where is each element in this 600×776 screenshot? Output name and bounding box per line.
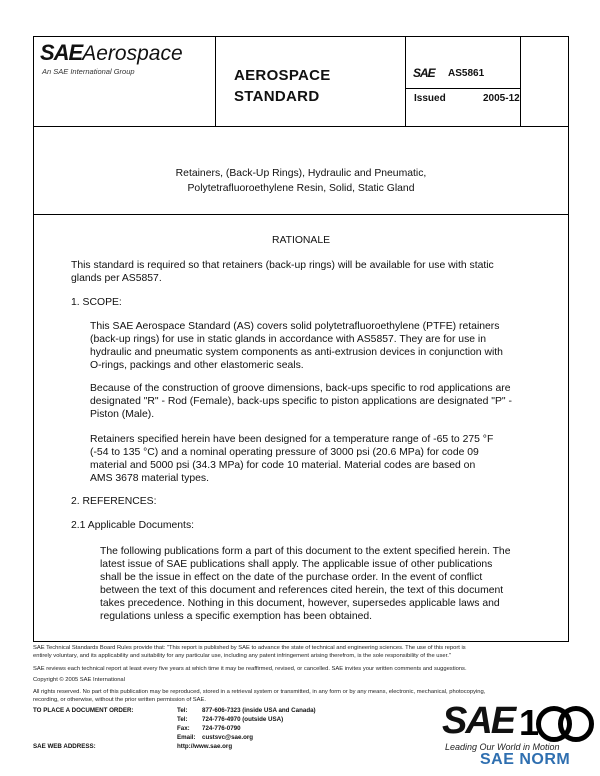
contact-email[interactable]: custsvc@sae.org [202,734,254,741]
scope-para3-line: Retainers specified herein have been designed for a temperature range of -65 to 275 °F [90,434,494,445]
sae-100-logo-one: 1 [519,702,537,743]
contact-value: 724-776-0790 [202,725,241,732]
header-col-divider-3 [520,36,521,126]
references-heading: 2. REFERENCES: [71,496,157,507]
doc-title-line1: Retainers, (Back-Up Rings), Hydraulic and Pneumatic, [175,168,427,179]
header-cell-divider [405,88,520,89]
web-label: SAE WEB ADDRESS: [33,743,96,750]
header-divider [33,126,569,127]
scope-para3-line: (-54 to 135 °C) and a nominal operating pressure of 3000 psi (20.6 MPa) for code 09 [90,447,479,458]
header-col-divider-2 [405,36,406,126]
footer-rules-line: SAE Technical Standards Board Rules provide that: "This report is published by SAE to advance the state of technical and engineering sciences. The use of this report is [33,645,466,651]
contact-value: 724-776-4970 (outside USA) [202,716,284,723]
logo-brand: SAE [40,40,83,65]
references-para-line: latest issue of SAE publications shall apply. The applicable issue of other publications [100,559,493,570]
scope-para2-line: designated "R" - Rod (Female), back-ups specific to piston applications are designated "P" - [90,396,512,407]
doc-title-line2: Polytetrafluoroethylene Resin, Solid, Static Gland [187,183,415,194]
doc-number: AS5861 [448,68,485,79]
contact-label: Tel: [177,707,188,714]
references-para-line: regulations unless a specific exemption has been obtained. [100,611,373,622]
sae-slogan: Leading Our World in Motion [445,742,560,752]
references-para-line: The following publications form a part of this document to the extent specified herein. The [100,546,511,557]
scope-para3-line: material and 5000 psi (34.3 MPa) for code 10 material. Material codes are based on [90,460,476,471]
sae-100-logo-sae: SAE [442,700,515,742]
footer-rights-line: recording, or otherwise, without the prior written permission of SAE. [33,697,207,703]
references-para-line: takes precedence. Nothing in this document, however, supersedes applicable laws and [100,598,500,609]
footer-rights-line: All rights reserved. No part of this publication may be reproduced, stored in a retrieval system or transmitted, in any form or by any means, electronic, mechanical, photocopying, [33,689,486,695]
web-address[interactable]: http://www.sae.org [177,743,233,750]
footer-rules-line: entirely voluntary, and its applicability and suitability for any particular use, including any patent infringement arising therefrom, is the sole responsibility of the user." [33,653,451,659]
sae-norm-watermark: SAE NORM [480,751,571,768]
rationale-line: This standard is required so that retainers (back-up rings) will be available for use with static [71,260,494,271]
scope-para1-line: This SAE Aerospace Standard (AS) covers solid polytetrafluoroethylene (PTFE) retainers [90,321,500,332]
scope-para1-line: hydraulic and pneumatic system components as anti-extrusion devices in conjunction with [90,347,503,358]
logo-tagline: An SAE International Group [42,67,135,76]
scope-para3-line: AMS 3678 material types. [90,473,209,484]
scope-heading: 1. SCOPE: [71,297,122,308]
contact-value: 877-606-7323 (inside USA and Canada) [202,707,316,714]
sae-mark: SAE [413,66,435,80]
standard-title-line2: STANDARD [234,88,320,105]
rationale-heading: RATIONALE [271,235,331,246]
contact-label: Fax: [177,725,190,732]
scope-para1-line: (back-up rings) for use in static glands in accordance with AS5857. They are for use in [90,334,487,345]
header-col-divider-1 [215,36,216,126]
references-para-line: between the text of this document and references cited herein, the text of this document [100,585,504,596]
issued-date: 2005-12 [483,93,520,104]
scope-para2-line: Because of the construction of groove dimensions, back-ups specific to rod applications are [90,383,511,394]
applicable-documents-heading: 2.1 Applicable Documents: [71,520,195,531]
footer-copyright: Copyright © 2005 SAE International [33,677,125,683]
title-divider [33,214,569,215]
standard-title-line1: AEROSPACE [234,67,331,84]
footer-review-line: SAE reviews each technical report at least every five years at which time it may be reaffirmed, revised, or cancelled. SAE invites your written comments and suggestions. [33,666,467,672]
logo-name: Aerospace [82,42,183,65]
contact-label: Tel: [177,716,188,723]
contact-label: Email: [177,734,196,741]
order-label: TO PLACE A DOCUMENT ORDER: [33,707,134,714]
scope-para1-line: O-rings, packings and other elastomeric seals. [90,360,304,371]
rationale-line: glands per AS5857. [71,273,162,284]
ring-zero-2 [558,706,594,742]
references-para-line: shall be the issue in effect on the date of the purchase order. In the event of conflict [100,572,483,583]
issued-label: Issued [414,93,446,104]
sae-aerospace-logo [40,40,183,66]
scope-para2-line: Piston (Male). [90,409,155,420]
